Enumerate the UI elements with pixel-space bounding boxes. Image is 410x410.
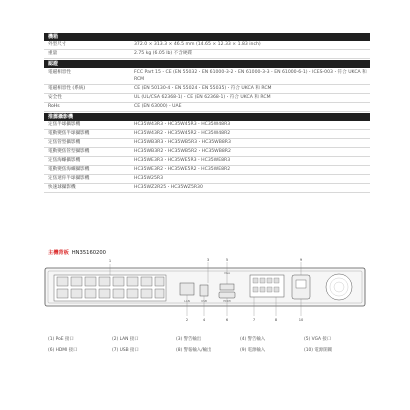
usb-port <box>200 285 208 296</box>
legend-item: (3) 警告輸出 <box>176 336 202 342</box>
vga-port <box>219 292 235 298</box>
callout-4: 4 <box>202 318 206 322</box>
section-certification <box>44 60 370 112</box>
section-cameras <box>44 113 370 193</box>
legend-item: (4) 警告輸入 <box>240 336 266 342</box>
legend-item: (1) PoE 接口 <box>48 336 74 342</box>
model-number: HN35160200 <box>71 250 106 256</box>
rear-panel-diagram <box>44 258 366 326</box>
callout-7: 7 <box>252 318 256 322</box>
spec-key: 電動變焦管型攝影機 <box>48 149 90 154</box>
hdmi-port <box>220 284 234 290</box>
callout-3: 3 <box>206 258 210 262</box>
spec-key: RoHs <box>48 104 60 109</box>
spec-key: 電動變焦海螺攝影機 <box>48 167 90 172</box>
spec-value: UL (UL/CSA 62368-1)・CE (EN 62368-1)・符合 UKCA 和 RCM <box>134 95 271 100</box>
legend-item: (5) VGA 接口 <box>304 336 332 342</box>
section-header: 機箱 <box>44 33 370 41</box>
spec-value: FCC Part 15・CE (EN 55032・EN 61000-3-2・EN 61000-3-3・EN 61000-6-1)・ICES-003・符合 UKCA 和 RCM <box>134 70 367 82</box>
spec-value: HC35W43R2・HC35W45R2・HC35W48R2 <box>134 131 231 136</box>
spec-key: 電磁相容性 (系統) <box>48 86 86 91</box>
section-header: 推薦攝影機 <box>44 113 370 121</box>
legend-item: (6) HDMI 接口 <box>48 347 78 353</box>
spec-row <box>44 103 370 112</box>
spec-value: CE (EN 63000)・UAE <box>134 104 182 109</box>
spec-value: 2.75 kg (6.05 lb) 不含硬碟 <box>134 51 193 56</box>
spec-key: 電磁相容性 <box>48 70 71 75</box>
poe-ports <box>54 275 166 301</box>
spec-key: 定焦半球攝影機 <box>48 122 81 127</box>
spec-row <box>44 130 370 139</box>
spec-key: 電動變焦半球攝影機 <box>48 131 90 136</box>
spec-key: 外型尺寸 <box>48 42 67 47</box>
legend-item: (8) 警報輸入/輸出 <box>176 347 212 353</box>
diagram-legend <box>48 333 368 355</box>
legend-item: (9) 電源輸入 <box>240 347 266 353</box>
spec-value: CE (EN 50130-4・EN 55024・EN 55035)・符合 UKCA 和 RCM <box>134 86 272 91</box>
lan-port-label: LAN <box>184 299 190 303</box>
callout-10: 10 <box>298 318 304 322</box>
spec-row <box>44 157 370 166</box>
legend-item: (2) LAN 接口 <box>112 336 139 342</box>
hdmi-port-label: HDMI <box>223 299 231 303</box>
spec-row <box>44 166 370 175</box>
callout-9: 9 <box>299 258 303 262</box>
spec-key: 定焦迷你半球攝影機 <box>48 176 90 181</box>
spec-key: 定焦海螺攝影機 <box>48 158 81 163</box>
legend-item: (7) USB 接口 <box>112 347 139 353</box>
callout-5: 5 <box>225 258 229 262</box>
spec-table <box>44 32 370 193</box>
spec-value: HC35W43R3・HC35W45R3・HC35W48R3 <box>134 122 231 127</box>
spec-value: HC35WB3R2・HC35WB5R2・HC35WB8R2 <box>134 149 231 154</box>
power-socket-icon <box>296 280 306 288</box>
spec-key: 安全性 <box>48 95 62 100</box>
diagram-title <box>48 249 106 256</box>
spec-row <box>44 184 370 193</box>
spec-value: HC35WZ2R25・HC35WZ5R30 <box>134 185 203 190</box>
spec-key: 快速球攝影機 <box>48 185 76 190</box>
spec-row <box>44 68 370 85</box>
callout-1: 1 <box>108 259 112 263</box>
spec-value: HC35W25R3 <box>134 176 164 181</box>
spec-row <box>44 41 370 50</box>
spec-value: HC35WB3R3・HC35WB5R3・HC35WB8R3 <box>134 140 231 145</box>
lan-port <box>180 283 194 295</box>
spec-row <box>44 148 370 157</box>
legend-row <box>48 333 368 344</box>
spec-row <box>44 85 370 94</box>
section-header: 認證 <box>44 60 370 68</box>
spec-key: 定焦管型攝影機 <box>48 140 81 145</box>
spec-value: HC35WE3R2・HC35WE5R2・HC35WE8R2 <box>134 167 231 172</box>
callout-8: 8 <box>274 318 278 322</box>
callout-6: 6 <box>225 318 229 322</box>
spec-row <box>44 175 370 184</box>
spec-row <box>44 50 370 59</box>
section-chassis <box>44 33 370 59</box>
callout-2: 2 <box>185 318 189 322</box>
spec-value: HC35WE3R3・HC35WE5R3・HC35WE8R3 <box>134 158 231 163</box>
vga-port-label: VGA <box>224 271 230 275</box>
diagram-title-label: 主機背板 <box>48 250 69 256</box>
alarm-terminal <box>250 275 284 297</box>
legend-row <box>48 344 368 355</box>
spec-row <box>44 139 370 148</box>
spec-key: 重量 <box>48 51 58 56</box>
spec-row <box>44 121 370 130</box>
usb-port-label: USB <box>201 299 207 303</box>
spec-row <box>44 94 370 103</box>
legend-item: (10) 電源開關 <box>304 347 332 353</box>
spec-value: 372.0 × 313.3 × 46.5 mm (14.65 × 12.33 × 1.83 inch) <box>134 42 261 47</box>
